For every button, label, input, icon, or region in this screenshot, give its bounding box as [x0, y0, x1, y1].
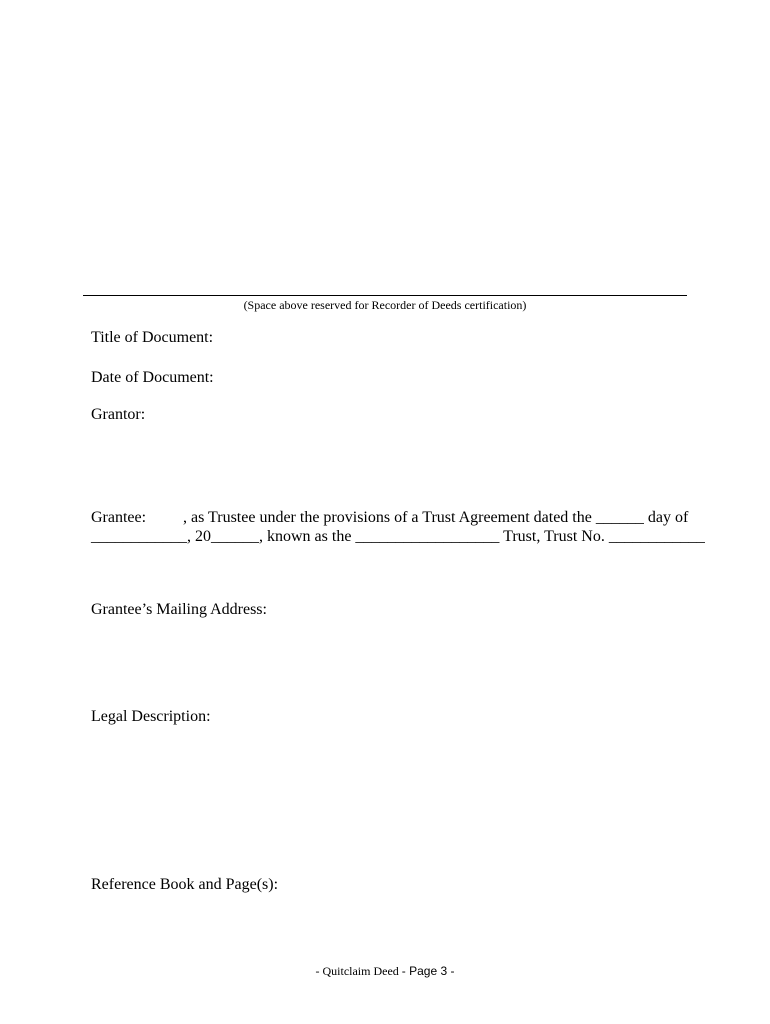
grantee-trustee-text: , as Trustee under the provisions of a Trust Agreement dated the ______ day of	[183, 509, 689, 526]
recorder-divider-line	[83, 295, 687, 296]
recorder-reserved-note: (Space above reserved for Recorder of Deeds certification)	[243, 298, 527, 312]
grantee-label: Grantee:	[91, 509, 147, 526]
date-of-document-label: Date of Document:	[91, 369, 214, 386]
grantee-line-1	[91, 508, 691, 527]
grantee-line-2: ____________, 20______, known as the __________________ Trust, Trust No. ____________	[91, 528, 705, 545]
page-footer	[0, 963, 770, 979]
reference-book-pages-label: Reference Book and Page(s):	[91, 876, 279, 893]
footer-page-number: - Page 3 -	[401, 964, 455, 978]
grantee-mailing-address-label: Grantee’s Mailing Address:	[91, 601, 267, 618]
footer-document-name: - Quitclaim Deed	[315, 964, 399, 978]
grantee-section	[91, 508, 705, 546]
legal-description-label: Legal Description:	[91, 708, 211, 725]
grantor-label: Grantor:	[91, 406, 146, 423]
title-of-document-label: Title of Document:	[91, 329, 214, 346]
